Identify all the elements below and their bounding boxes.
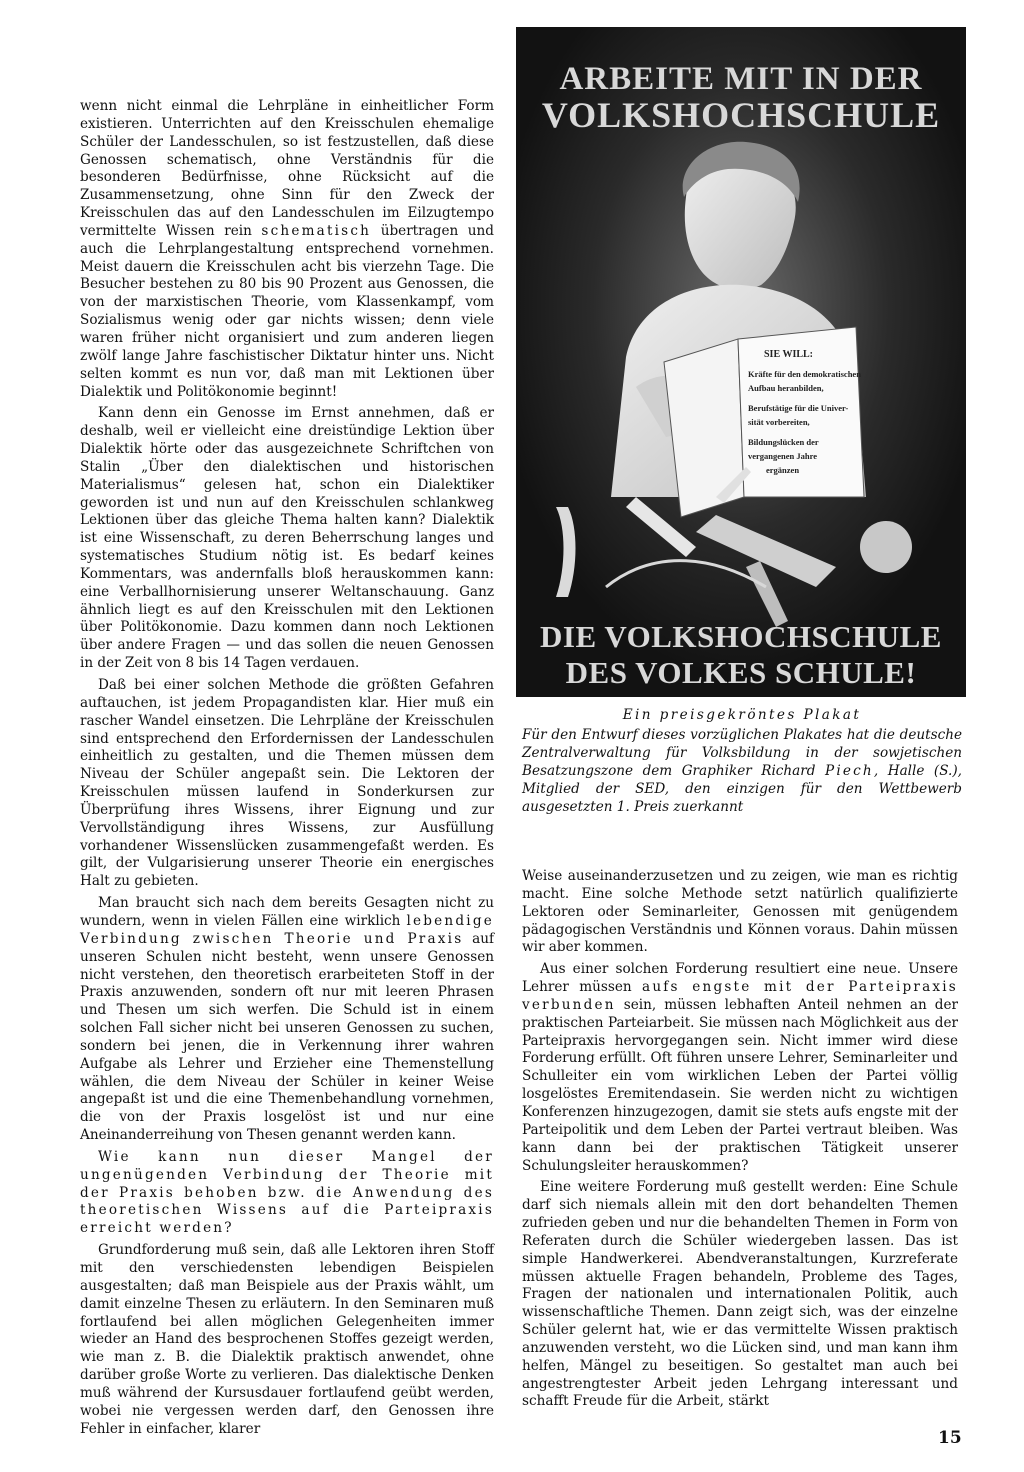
- poster-caption: [522, 706, 962, 816]
- svg-text:Bildungslücken der: Bildungslücken der: [748, 437, 819, 447]
- svg-text:Kräfte für den demokratischen: Kräfte für den demokratischen: [748, 369, 861, 379]
- right-paragraph-3: Eine weitere Forderung muß gestellt werden: Eine Schule darf sich niemals allein mit den dort behandelten Themen zufrieden geben und nur die behandelten Themen in Form von Referaten durch die Schüler wiedergeben lassen. Das ist simple Handwerkerei. Abendveranstaltungen, Kurzreferate müssen aktuelle Fragen behandeln, Probleme des Tages, Fragen der nationalen und internationalen Politik, auch wissenschaftliche Themen. Dann zeigt sich, was der einzelne Schüler gelernt hat, wie er das vermittelte Wissen praktisch anzuwenden versteht, wo die Lücken sind, und man kann ihm helfen, Mängel zu beseitigen. So gestaltet man auch bei angestrengtester Arbeit jeden Lehrgang interessant und schafft Freude für die Arbeit, stärkt: [522, 1179, 958, 1410]
- caption-title: Ein preisgekröntes Plakat: [622, 707, 862, 723]
- svg-text:sität vorbereiten,: sität vorbereiten,: [748, 417, 810, 427]
- paragraph-question: Wie kann nun dieser Mangel der ungenügenden Verbindung der Theorie mit der Praxis behoben bzw. die Anwendung des theoretischen Wissens auf die Parteipraxis erreicht werden?: [80, 1148, 494, 1237]
- svg-text:ergänzen: ergänzen: [766, 465, 800, 475]
- poster-headline-top-1: ARBEITE MIT IN DER: [559, 61, 923, 97]
- right-paragraph-2: Aus einer solchen Forderung resultiert eine neue. Unsere Lehrer müssen aufs engste mit der Parteipraxis verbunden sein, müssen lebhaften Anteil nehmen an der praktischen Parteiarbeit. Sie müssen nach Möglichkeit aus der Parteipraxis hervorgegangen sein. Nicht immer wird diese Forderung erfüllt. Oft führen unsere Lehrer, Seminarleiter und Schulleiter ein vom wirklichen Leben der Partei völlig losgelöstes Eremitendasein. Sie werden nicht zu wichtigen Konferenzen hinzugezogen, damit sie stets aufs engste mit der Parteipolitik und dem Leben der Partei vertraut bleiben. Was kann dann bei der praktischen Tätigkeit unserer Schulungsleiter herauskommen?: [522, 961, 959, 1174]
- paragraph-3: Daß bei einer solchen Methode die größten Gefahren auftauchen, ist jedem Propagandisten klar. Hier muß ein rascher Wandel einsetzen. Die Lehrpläne der Kreisschulen sind entsprechend den Erfordernissen der Landesschulen einheitlich zu gestalten, und die Themen müssen dem Niveau der Schüler angepaßt sein. Die Lektoren der Kreisschulen müssen laufend in Sonderkursen zur Überprüfung ihres Wissens, ihrer Eignung und zur Vervollständigung ihres Wissens, zur Ausfüllung vorhandener Wissenslücken zusammengefaßt werden. Es gilt, der Vulgarisierung unserer Theorie ein energisches Halt zu gebieten.: [80, 677, 494, 890]
- paragraph-6: Grundforderung muß sein, daß alle Lektoren ihren Stoff mit den verschiedensten lebendigen Beispielen ausgestalten; daß man Beispiele aus der Praxis wählt, um damit einzelne Thesen zu erläutern. In den Seminaren muß fortlaufend bei allen möglichen Gelegenheiten immer wieder an Hand des besprochenen Stoffes gezeigt werden, wie man z. B. die Dialektik praktisch anwendet, ohne darüber große Worte zu verlieren. Das dialektische Denken muß während der Kursusdauer fortlaufend geübt werden, wobei nie vergessen werden darf, den Genossen ihre Fehler in einfacher, klarer: [80, 1242, 494, 1437]
- poster-headline-top-2: VOLKSHOCHSCHULE: [541, 95, 941, 135]
- right-paragraph-1: Weise auseinanderzusetzen und zu zeigen, wie man es richtig macht. Eine solche Methode setzt natürlich qualifizierte Lektoren oder Seminarleiter, Genossen mit genügendem pädagogischen Verständnis und Können voraus. Dahin müssen wir aber kommen.: [522, 868, 958, 956]
- right-text-column: [522, 868, 958, 1415]
- poster-headline-bottom-2: DES VOLKES SCHULE!: [565, 655, 917, 690]
- paragraph-1: wenn nicht einmal die Lehrpläne in einheitlicher Form existieren. Unterrichten auf den Kreisschulen ehemalige Schüler der Landesschulen, so ist festzustellen, daß diese Genossen schematisch, ohne Verständnis für die besonderen Bedürfnisse, ohne Rücksicht auf die Zusammensetzung, ohne Sinn für den Zweck der Kreisschulen das auf den Landesschulen im Eilzugtempo vermittelte Wissen rein schematisch übertragen und auch die Lehrplangestaltung entsprechend vornehmen. Meist dauern die Kreisschulen acht bis vierzehn Tage. Die Besucher bestehen zu 80 bis 90 Prozent aus Genossen, die von der marxistischen Theorie, vom Klassenkampf, vom Sozialismus wenig oder gar nichts wissen; denn viele waren früher nicht organisiert und zum anderen liegen zwölf lange Jahre faschistischer Diktatur hinter uns. Nicht selten kommt es nun vor, daß man mit Lektionen über Dialektik und Politökonomie beginnt!: [80, 98, 495, 400]
- left-text-column: [80, 98, 494, 1442]
- poster-headline-bottom-1: DIE VOLKSHOCHSCHULE: [540, 619, 942, 654]
- svg-text:vergangenen Jahre: vergangenen Jahre: [748, 451, 818, 461]
- svg-text:Aufbau heranbilden,: Aufbau heranbilden,: [748, 383, 824, 393]
- paragraph-4: Man braucht sich nach dem bereits Gesagten nicht zu wundern, wenn in vielen Fällen eine wirklich lebendige Verbindung zwischen Theorie und Praxis auf unseren Schulen nicht besteht, wenn unsere Genossen nicht verstehen, den theoretisch erarbeiteten Stoff in der Praxis anzuwenden, sondern oft nur mit leeren Phrasen und Thesen um sich werfen. Die Schuld ist in einem solchen Fall sicher nicht bei unseren Genossen zu suchen, sondern bei jenen, die in Verkennung ihrer wahren Aufgabe als Lehrer und Erzieher eine Themenstellung wählen, die dem Niveau der Schüler in keiner Weise angepaßt ist und die eine Themenbehandlung vornehmen, die von der Praxis losgelöst ist und nur eine Aneinanderreihung von Thesen genannt werden kann.: [80, 895, 494, 1144]
- page-number: 15: [938, 1428, 962, 1448]
- poster-image: [516, 27, 966, 697]
- svg-text:Berufstätige für die Univer-: Berufstätige für die Univer-: [748, 403, 849, 413]
- paragraph-2: Kann denn ein Genosse im Ernst annehmen, daß er deshalb, weil er vielleicht eine dreistündige Lektion über Dialektik hörte oder das ausgezeichnete Schriftchen von Stalin „Über den dialektischen und historischen Materialismus“ gelesen hat, schon ein Dialektiker geworden ist und nun auf den Kreisschulen schlankweg Lektionen über das gleiche Thema halten kann? Dialektik ist eine Wissenschaft, zu deren Beherrschung langes und systematisches Studium nötig ist. Es bedarf keines Kommentars, was andernfalls bloß herauskommen kann: eine Verballhornisierung unserer Weltanschauung. Ganz ähnlich liegt es auf den Kreisschulen mit den Lektionen über Politökonomie. Dazu kommen dann noch Lektionen über andere Fragen — und das sollen die neuen Genossen in der Zeit von 8 bis 14 Tagen verdauen.: [80, 405, 494, 672]
- open-book: [664, 327, 864, 517]
- book-sie-will: SIE WILL:: [764, 349, 814, 360]
- caption-text: Für den Entwurf dieses vorzüglichen Plakates hat die deutsche Zentralverwaltung für Volksbildung in der sowjetischen Besatzungszone dem Graphiker Richard Piech, Halle (S.), Mitglied der SED, den einzigen für den Wettbewerb ausgesetzten 1. Preis zuerkannt: [522, 727, 962, 815]
